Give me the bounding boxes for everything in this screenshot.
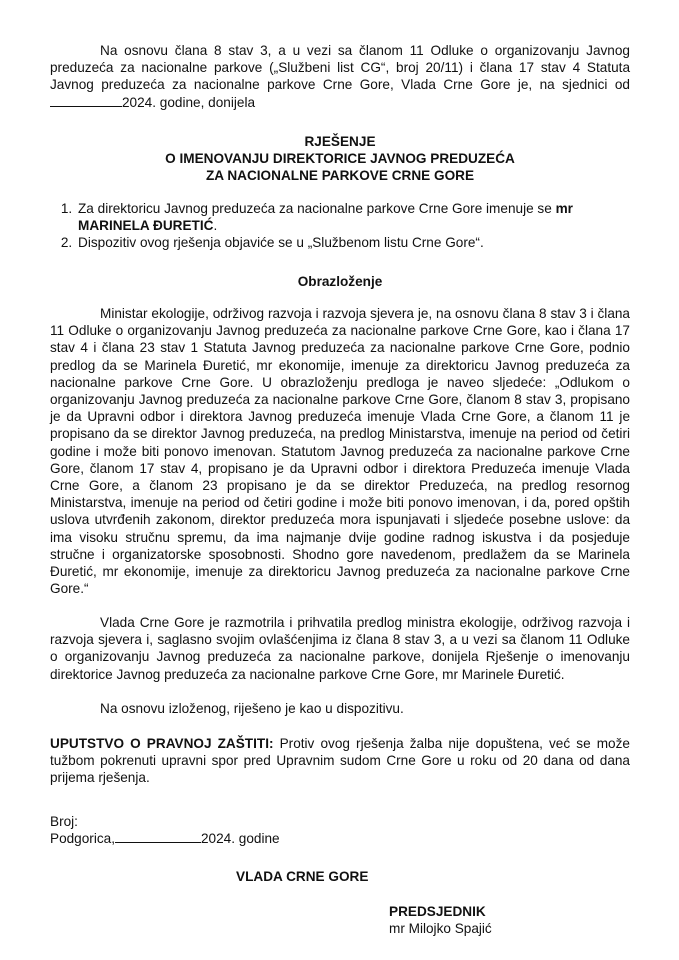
- dispositive-item-1: [76, 200, 630, 234]
- title-line-2: O IMENOVANJU DIREKTORICE JAVNOG PREDUZEĆA: [165, 151, 515, 166]
- item1-end: .: [213, 218, 218, 234]
- footer-date-blank: [115, 830, 201, 843]
- place-date: [50, 830, 280, 847]
- reasoning-paragraph-1: Ministar ekologije, održivog razvoja i razvoja sjevera je, na osnovu člana 8 stav 3 i člana 11 Odluke o organizovanju Javnog preduzeća za nacionalne parkove Crne Gore, kao i člana 17 stav 4 i člana 23 stav 1 Statuta Javnog preduzeća za nacionalne parkove Crne Gore, podnio predlog da se Marinela Đuretić, mr ekonomije, imenuje za direktoricu Javnog preduzeća za nacionalne parkove Crne Gore. U obrazloženju predloga je naveo sljedeće: „Odlukom o organizovanju Javnog preduzeća za nacionalne parkove Crne Gore, članom 8 stav 3, propisano je da Upravni odbor i direktora Javnog preduzeća imenuje Vlada Crne Gore, a članom 11 je propisano da se direktor Javnog preduzeća, na predlog Ministarstva, imenuje na period od četiri godine i može biti ponovo imenovan. Statutom Javnog preduzeća za nacionalne parkove Crne Gore, članom 17 stav 4, propisano je da Upravni odbor i direktora Preduzeća imenuje Vlada Crne Gore, a članom 23 propisano je da se direktor Preduzeća, na predlog resornog Ministarstva, imenuje na period od četiri godine i može biti ponovo imenovan, i da, pored opštih uslova utvrđenih zakonom, direktor preduzeća mora ispunjavati i sljedeće posebne uslove: da ima visoku stručnu spremu, da ima najmanje dvije godine radnog iskustva i da posjeduje stručne i organizatorske sposobnosti. Shodno gore navedenom, predlažem da se Marinela Đuretić, mr ekonomije, imenuje za direktoricu Javnog preduzeća za nacionalne parkove Crne Gore.“: [50, 306, 630, 597]
- legal-remedy-text: Protiv ovog rješenja žalba nije dopuštena, već se može tužbom pokrenuti upravni spor pred Upravnim sudom Crne Gore u roku od 20 dana od dana prijema rješenja.: [50, 736, 630, 786]
- appointee-name: mr MARINELA ĐURETIĆ: [78, 201, 573, 234]
- title-line-3: ZA NACIONALNE PARKOVE CRNE GORE: [205, 168, 475, 183]
- signatory-title: PREDSJEDNIK: [389, 904, 486, 919]
- legal-remedy: [50, 735, 630, 787]
- date-suffix: 2024. godine: [201, 831, 280, 846]
- dispositive-item-2: 2. Dispozitiv ovog rješenja objaviće se u „Službenom listu Crne Gore“.: [76, 234, 630, 251]
- signatory-name: mr Milojko Spajić: [389, 921, 492, 936]
- reasoning-heading: Obrazloženje: [297, 274, 383, 289]
- reasoning-paragraph-2: Vlada Crne Gore je razmotrila i prihvatila predlog ministra ekologije, održivog razvoja i razvoja sjevera i, saglasno svojim ovlašćenjima iz člana 8 stav 3, a u vezi sa članom 11 Odluke o organizovanju Javnog preduzeća za nacionalne parkove, donijela Rješenje o imenovanju direktorice Javnog preduzeća za nacionalne parkove Crne Gore, mr Marinele Đuretić.: [50, 615, 630, 682]
- reasoning-paragraph-3: Na osnovu izloženog, riješeno je kao u dispozitivu.: [100, 701, 404, 716]
- document-title: [50, 133, 630, 184]
- date-blank: [50, 94, 122, 107]
- legal-remedy-label: UPUTSTVO O PRAVNOJ ZAŠTITI:: [50, 736, 274, 751]
- preamble-text: Na osnovu člana 8 stav 3, a u vezi sa članom 11 Odluke o organizovanju Javnog preduzeća za nacionalne parkove („Službeni list CG“, broj 20/11) i člana 17 stav 4 Statuta Javnog preduzeća za nacionalne parkove Crne Gore, Vlada Crne Gore je, na sjednici od: [50, 43, 630, 93]
- place: Podgorica,: [50, 831, 115, 846]
- preamble-text-end: 2024. godine, donijela: [122, 94, 256, 110]
- number-label: Broj:: [50, 814, 78, 829]
- preamble: [50, 42, 630, 111]
- issuer: VLADA CRNE GORE: [236, 869, 369, 884]
- dispositive-list: [50, 200, 630, 252]
- title-line-1: RJEŠENJE: [304, 134, 376, 149]
- item1-text: Za direktoricu Javnog preduzeća za nacionalne parkove Crne Gore imenuje se: [78, 201, 556, 216]
